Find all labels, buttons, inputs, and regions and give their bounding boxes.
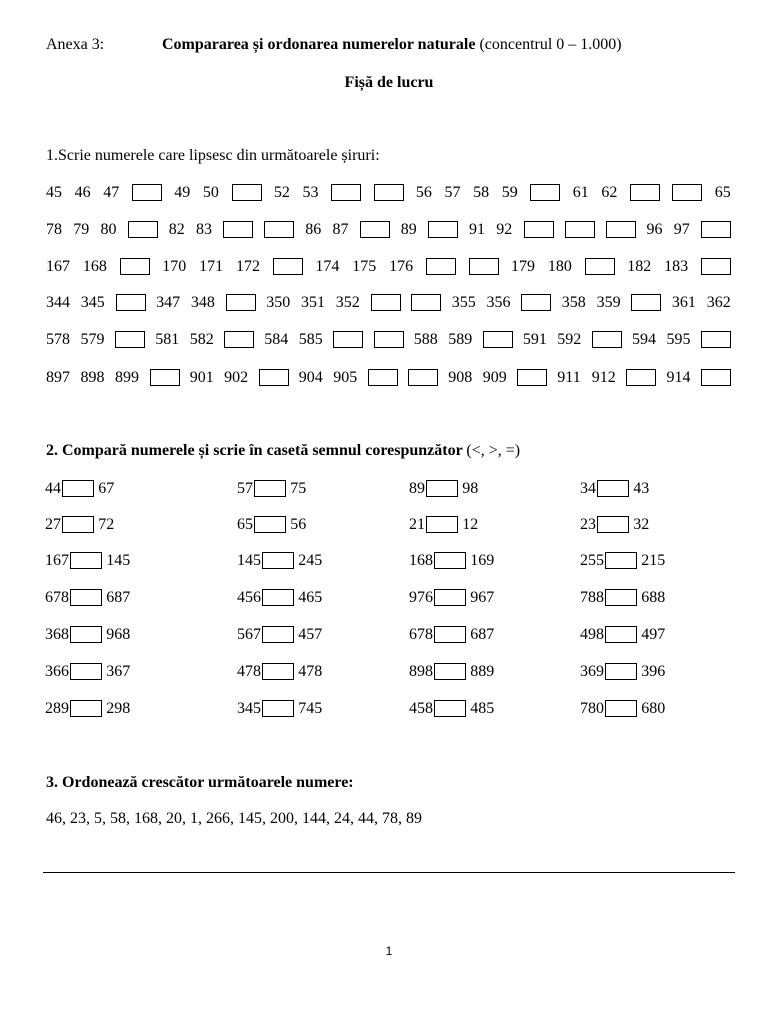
missing-number-box[interactable]: [672, 184, 702, 201]
sequence-number: 97: [673, 221, 690, 238]
missing-number-box[interactable]: [116, 294, 146, 311]
missing-number-box[interactable]: [630, 184, 660, 201]
sequence-number: 589: [448, 331, 473, 348]
sequence-number: 61: [572, 184, 589, 201]
right-number: 98: [462, 480, 479, 497]
comparison-pair: [0, 698, 768, 720]
section2-heading: [46, 442, 520, 460]
right-number: 56: [290, 516, 307, 533]
sequence-number: 904: [298, 369, 323, 386]
comparison-sign-box[interactable]: [605, 700, 637, 717]
left-number: 369: [580, 663, 604, 680]
missing-number-box[interactable]: [371, 294, 401, 311]
sequence-number: 57: [444, 184, 461, 201]
missing-number-box[interactable]: [530, 184, 560, 201]
right-number: 245: [298, 552, 323, 569]
numbers-to-order: 46, 23, 5, 58, 168, 20, 1, 266, 145, 200, 144, 24, 44, 78, 89: [46, 810, 422, 827]
sequence-number: 58: [473, 184, 490, 201]
right-number: 497: [641, 626, 666, 643]
sequence-number: 50: [202, 184, 219, 201]
right-number: 396: [641, 663, 666, 680]
sequence-number: 80: [100, 221, 117, 238]
comparison-sign-box[interactable]: [597, 480, 629, 497]
right-number: 680: [641, 700, 666, 717]
missing-number-box[interactable]: [517, 369, 547, 386]
sequence-number: 182: [627, 258, 652, 275]
missing-number-box[interactable]: [626, 369, 656, 386]
sequence-number: 901: [189, 369, 214, 386]
right-number: 465: [298, 589, 323, 606]
section2-heading-main: 2. Compară numerele și scrie în casetă semnul corespunzător: [46, 442, 467, 459]
right-number: 687: [470, 626, 495, 643]
sequence-row: [0, 292, 768, 314]
left-number: 678: [409, 626, 433, 643]
sequence-number: 86: [305, 221, 322, 238]
missing-number-box[interactable]: [701, 331, 731, 348]
sequence-number: 172: [236, 258, 260, 275]
sequence-number: 56: [415, 184, 432, 201]
sequence-number: 180: [547, 258, 572, 275]
missing-number-box[interactable]: [411, 294, 441, 311]
sequence-number: 355: [451, 294, 476, 311]
sequence-number: 78: [46, 221, 62, 238]
comparison-pair: [0, 587, 768, 609]
missing-number-box[interactable]: [469, 258, 499, 275]
title-range: (concentrul 0 – 1.000): [479, 36, 622, 53]
sequence-number: 585: [298, 331, 323, 348]
sequence-number: 45: [46, 184, 62, 201]
missing-number-box[interactable]: [701, 221, 731, 238]
right-number: 745: [298, 700, 323, 717]
left-number: 255: [580, 552, 604, 569]
right-number: 43: [633, 480, 650, 497]
left-number: 289: [45, 700, 69, 717]
sequence-number: 581: [155, 331, 180, 348]
sequence-number: 53: [302, 184, 319, 201]
right-number: 298: [106, 700, 131, 717]
right-number: 485: [470, 700, 495, 717]
right-number: 145: [106, 552, 131, 569]
worksheet-subtitle: Fișă de lucru: [344, 74, 434, 91]
comparison-sign-box[interactable]: [605, 589, 637, 606]
left-number: 27: [45, 516, 61, 533]
right-number: 968: [106, 626, 131, 643]
left-number: 368: [45, 626, 69, 643]
section3-heading: 3. Ordonează crescător următoarele numere:: [46, 774, 354, 791]
comparison-sign-box[interactable]: [605, 552, 637, 569]
sequence-number: 584: [264, 331, 289, 348]
missing-number-box[interactable]: [150, 369, 180, 386]
sequence-number: 358: [561, 294, 586, 311]
sequence-number: 167: [46, 258, 70, 275]
sequence-number: 91: [469, 221, 485, 238]
sequence-number: 171: [199, 258, 224, 275]
sequence-number: 62: [601, 184, 618, 201]
sequence-number: 65: [714, 184, 731, 201]
sequence-number: 170: [162, 258, 187, 275]
sequence-number: 594: [632, 331, 656, 348]
page-title: [162, 36, 622, 54]
missing-number-box[interactable]: [132, 184, 162, 201]
comparison-pair: [0, 661, 768, 683]
missing-number-box[interactable]: [360, 221, 390, 238]
left-number: 567: [237, 626, 261, 643]
sequence-number: 89: [400, 221, 417, 238]
sequence-number: 592: [557, 331, 582, 348]
annex-label: Anexa 3:: [46, 36, 105, 53]
sequence-number: 361: [671, 294, 696, 311]
missing-number-box[interactable]: [331, 184, 361, 201]
sequence-number: 59: [501, 184, 518, 201]
left-number: 788: [580, 589, 604, 606]
missing-number-box[interactable]: [585, 258, 615, 275]
sequence-number: 168: [82, 258, 107, 275]
comparison-pair: [0, 514, 768, 536]
missing-number-box[interactable]: [606, 221, 636, 238]
right-number: 215: [641, 552, 666, 569]
left-number: 23: [580, 516, 596, 533]
sequence-number: 49: [174, 184, 191, 201]
left-number: 458: [409, 700, 433, 717]
right-number: 688: [641, 589, 666, 606]
page-number: 1: [385, 944, 393, 958]
left-number: 780: [580, 700, 604, 717]
left-number: 145: [237, 552, 261, 569]
sequence-number: 356: [486, 294, 511, 311]
missing-number-box[interactable]: [592, 331, 622, 348]
sequence-row: [0, 219, 768, 241]
comparison-pair: [0, 550, 768, 572]
right-number: 72: [98, 516, 115, 533]
sequence-number: 911: [557, 369, 581, 386]
missing-number-box[interactable]: [128, 221, 158, 238]
right-number: 67: [98, 480, 115, 497]
left-number: 167: [45, 552, 69, 569]
sequence-number: 82: [168, 221, 185, 238]
comparison-pair: [0, 624, 768, 646]
left-number: 366: [45, 663, 69, 680]
sequence-number: 52: [273, 184, 290, 201]
sequence-number: 87: [332, 221, 349, 238]
left-number: 478: [237, 663, 261, 680]
left-number: 168: [409, 552, 433, 569]
sequence-number: 344: [46, 294, 70, 311]
left-number: 34: [580, 480, 596, 497]
sequence-number: 175: [352, 258, 377, 275]
sequence-number: 96: [646, 221, 663, 238]
left-number: 21: [409, 516, 425, 533]
left-number: 65: [237, 516, 253, 533]
missing-number-box[interactable]: [120, 258, 150, 275]
missing-number-box[interactable]: [224, 331, 254, 348]
missing-number-box[interactable]: [273, 258, 303, 275]
right-number: 12: [462, 516, 479, 533]
title-main: Compararea și ordonarea numerelor naturale: [162, 36, 480, 53]
right-number: 478: [298, 663, 323, 680]
sequence-number: 359: [596, 294, 621, 311]
sequence-row: [0, 329, 768, 351]
sequence-number: 912: [591, 369, 616, 386]
sequence-number: 79: [73, 221, 90, 238]
missing-number-box[interactable]: [333, 331, 363, 348]
sequence-number: 347: [156, 294, 181, 311]
sequence-row: [0, 367, 768, 389]
sequence-number: 92: [496, 221, 513, 238]
sequence-number: 908: [448, 369, 473, 386]
missing-number-box[interactable]: [264, 221, 294, 238]
sequence-number: 898: [80, 369, 105, 386]
left-number: 345: [237, 700, 261, 717]
sequence-number: 595: [666, 331, 691, 348]
missing-number-box[interactable]: [521, 294, 551, 311]
sequence-number: 591: [522, 331, 547, 348]
section2-heading-symbols: (<, >, =): [466, 442, 521, 459]
sequence-number: 183: [664, 258, 689, 275]
sequence-number: 179: [511, 258, 535, 275]
left-number: 89: [409, 480, 425, 497]
right-number: 367: [106, 663, 131, 680]
right-number: 169: [470, 552, 495, 569]
comparison-sign-box[interactable]: [605, 663, 637, 680]
sequence-number: 899: [115, 369, 139, 386]
right-number: 687: [106, 589, 131, 606]
sequence-number: 47: [103, 184, 120, 201]
left-number: 498: [580, 626, 604, 643]
sequence-number: 902: [224, 369, 249, 386]
sequence-number: 909: [482, 369, 507, 386]
sequence-number: 345: [80, 294, 105, 311]
right-number: 32: [633, 516, 650, 533]
missing-number-box[interactable]: [483, 331, 513, 348]
sequence-number: 905: [333, 369, 358, 386]
missing-number-box[interactable]: [374, 184, 404, 201]
missing-number-box[interactable]: [428, 221, 458, 238]
left-number: 44: [45, 480, 61, 497]
missing-number-box[interactable]: [701, 258, 731, 275]
missing-number-box[interactable]: [115, 331, 145, 348]
sequence-number: 579: [80, 331, 105, 348]
sequence-number: 350: [266, 294, 291, 311]
sequence-number: 83: [196, 221, 212, 238]
missing-number-box[interactable]: [374, 331, 404, 348]
comparison-sign-box[interactable]: [597, 516, 629, 533]
right-number: 457: [298, 626, 323, 643]
sequence-row: [0, 256, 768, 278]
sequence-number: 914: [666, 369, 691, 386]
sequence-number: 176: [389, 258, 414, 275]
sequence-number: 578: [46, 331, 70, 348]
sequence-number: 362: [706, 294, 731, 311]
missing-number-box[interactable]: [701, 369, 731, 386]
left-number: 678: [45, 589, 69, 606]
sequence-number: 348: [190, 294, 215, 311]
missing-number-box[interactable]: [226, 294, 256, 311]
missing-number-box[interactable]: [368, 369, 398, 386]
missing-number-box[interactable]: [259, 369, 289, 386]
footer-divider: [43, 872, 735, 873]
missing-number-box[interactable]: [565, 221, 595, 238]
missing-number-box[interactable]: [223, 221, 253, 238]
missing-number-box[interactable]: [524, 221, 554, 238]
right-number: 889: [470, 663, 495, 680]
sequence-number: 46: [74, 184, 91, 201]
left-number: 898: [409, 663, 433, 680]
right-number: 75: [290, 480, 307, 497]
right-number: 967: [470, 589, 495, 606]
left-number: 57: [237, 480, 253, 497]
missing-number-box[interactable]: [232, 184, 262, 201]
sequence-number: 582: [189, 331, 214, 348]
sequence-number: 897: [46, 369, 70, 386]
sequence-number: 352: [335, 294, 360, 311]
missing-number-box[interactable]: [631, 294, 661, 311]
section1-heading: 1.Scrie numerele care lipsesc din următoarele șiruri:: [46, 147, 380, 164]
missing-number-box[interactable]: [408, 369, 438, 386]
left-number: 456: [237, 589, 261, 606]
sequence-number: 174: [315, 258, 340, 275]
comparison-pair: [0, 478, 768, 500]
sequence-row: [0, 182, 768, 204]
sequence-number: 351: [301, 294, 325, 311]
missing-number-box[interactable]: [426, 258, 456, 275]
sequence-number: 588: [413, 331, 438, 348]
left-number: 976: [409, 589, 433, 606]
comparison-sign-box[interactable]: [605, 626, 637, 643]
